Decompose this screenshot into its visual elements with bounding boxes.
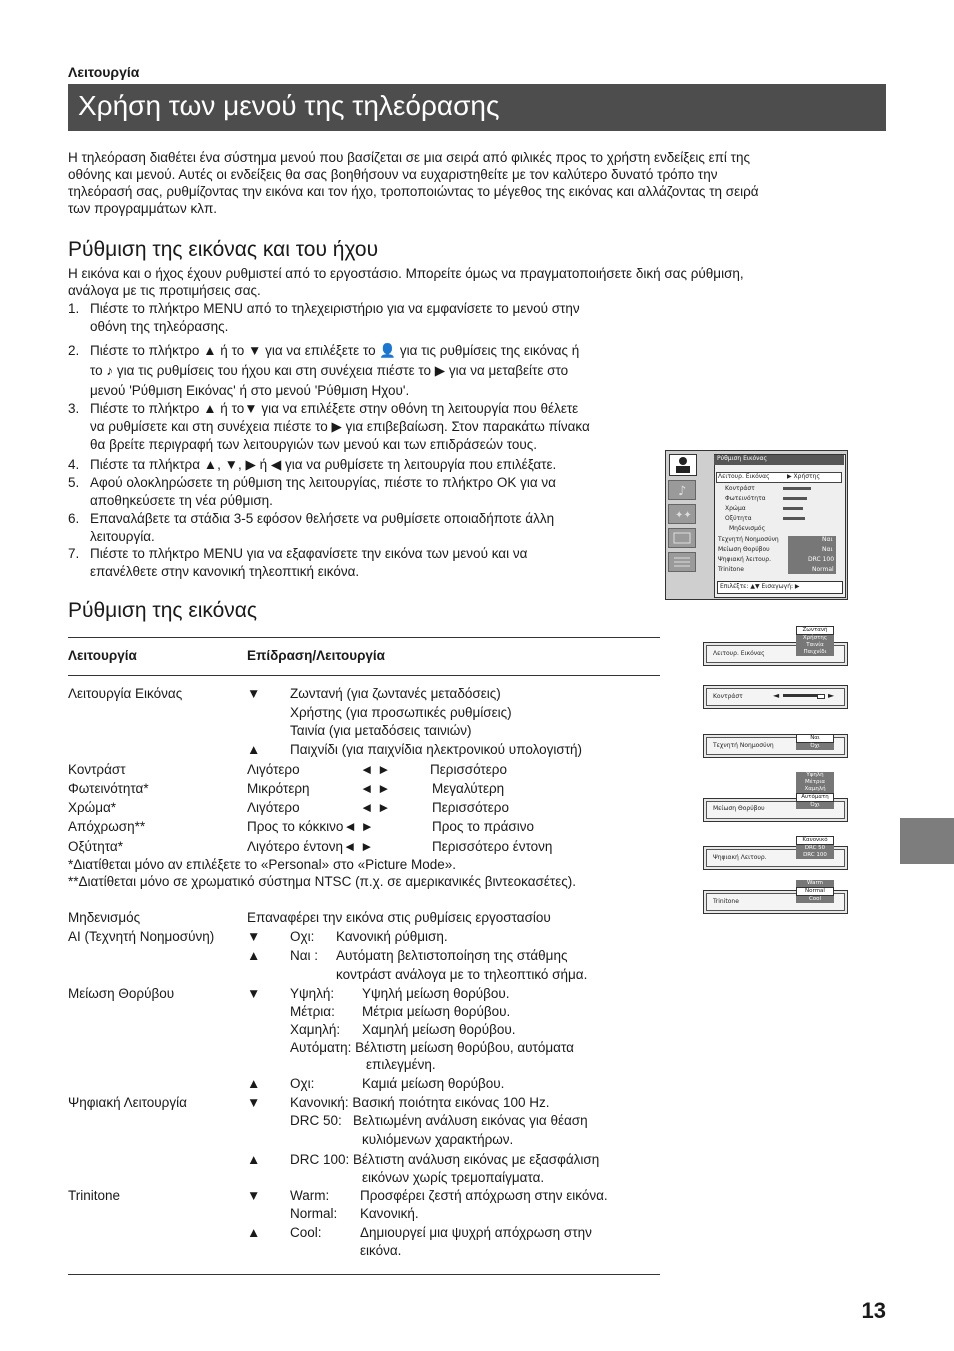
step-number: 4. <box>68 457 80 472</box>
step-line: Αφού ολοκληρώσετε τη ρύθμιση της λειτουργίας, πιέστε το πλήκτρο OK για να <box>90 475 556 490</box>
table-cell: Ζωντανή (για ζωντανές μεταδόσεις) <box>290 686 501 701</box>
osd-option: Παιχνίδι <box>803 649 827 655</box>
osd-noise-reduction <box>703 772 848 820</box>
up-arrow-icon: ▲ <box>247 1225 261 1240</box>
osd-label: Τεχνητή Νοημοσύνη <box>713 742 774 749</box>
left-right-arrows-icon: ◄ ► <box>360 762 391 777</box>
osd-mode-value: ▶ Χρήστης <box>787 473 820 480</box>
page-title: Χρήση των μενού της τηλεόρασης <box>78 90 500 121</box>
footnote: *Διατίθεται μόνο αν επιλέξετε το «Personal» στο «Picture Mode». <box>68 857 456 872</box>
table-cell: Αυτόματη: Βέλτιστη μείωση θορύβου, αυτόματα <box>290 1040 574 1055</box>
osd-value: Ναι <box>822 546 833 553</box>
step-line: αποθηκεύσετε τη νέα ρύθμιση. <box>90 493 273 508</box>
up-arrow-icon: ▲ <box>247 742 261 757</box>
osd-title: Ρύθμιση Εικόνας <box>714 455 844 465</box>
osd-option: Χαμηλή <box>804 786 826 792</box>
osd-item: Οξύτητα <box>725 515 752 522</box>
osd-option: Warm <box>807 880 823 886</box>
table-cell: Μείωση Θορύβου <box>68 986 175 1001</box>
osd-value: DRC 100 <box>808 556 835 563</box>
osd-item: Μηδενισμός <box>729 525 766 532</box>
list-icon <box>668 552 696 572</box>
step-number: 3. <box>68 401 80 416</box>
section1-intro-line: Η εικόνα και ο ήχος έχουν ρυθμιστεί από το εργοστάσιο. Μπορείτε όμως να πραγματοποιήσετε δική σας ρύθμιση, <box>68 266 744 281</box>
osd-item: Ψηφιακή λειτουρ. <box>718 556 772 563</box>
table-cell: Κοντράστ <box>68 762 126 777</box>
table-cell: Cool: <box>290 1225 322 1240</box>
left-arrow-icon: ◄ <box>773 691 780 700</box>
table-cell: Επαναφέρει την εικόνα στις ρυθμίσεις εργοστασίου <box>247 910 551 925</box>
table-cell: Λειτουργία Εικόνας <box>68 686 183 701</box>
table-cell: Κανονική. <box>360 1206 419 1221</box>
table-header-effect: Επίδραση/Λειτουργία <box>247 648 385 663</box>
intro-paragraph <box>68 149 898 217</box>
table-cell: Περισσότερο <box>432 800 509 815</box>
table-cell: Αυτόματη βελτιστοποίηση της στάθμης <box>336 948 568 963</box>
table-cell: Περισσότερο <box>430 762 507 777</box>
osd-option: Ταινία <box>806 642 824 648</box>
intro-line: οθόνης και μενού. Αυτές οι ενδείξεις θα σας βοηθήσουν να ευχαριστηθείτε με τον καλύτερο δυνατό τρόπο την <box>68 167 718 182</box>
osd-value: Ναι <box>822 536 833 543</box>
osd-value: Normal <box>812 566 834 573</box>
table-cell: κυλιόμενων χαρακτήρων. <box>362 1132 514 1147</box>
osd-option: Όχι <box>810 802 820 808</box>
table-cell: Προσφέρει ζεστή απόχρωση στην εικόνα. <box>360 1188 608 1203</box>
table-cell: Κανονική ρύθμιση. <box>336 929 448 944</box>
osd-item: Trinitone <box>718 566 744 573</box>
table-cell: Μηδενισμός <box>68 910 141 925</box>
left-right-arrows-icon: ◄ ► <box>360 781 391 796</box>
section-heading-picture: Ρύθμιση της εικόνας <box>68 599 258 622</box>
table-cell: Φωτεινότητα* <box>68 781 149 796</box>
table-cell: Ταινία (για μεταδόσεις ταινιών) <box>290 723 472 738</box>
table-cell: Οχι: <box>290 929 315 944</box>
intro-line: Η τηλεόραση διαθέτει ένα σύστημα μενού που βασίζεται σε μια σειρά από φιλικές προς το χρήστη ενδείξεις επί της <box>68 150 751 165</box>
table-cell: Χρήστης (για προσωπικές ρυθμίσεις) <box>290 705 512 720</box>
table-cell: AI (Τεχνητή Νοημοσύνη) <box>68 929 215 944</box>
down-arrow-icon: ▼ <box>247 1095 261 1110</box>
osd-item: Κοντράστ <box>725 485 755 492</box>
table-cell: Προς το πράσινο <box>432 819 534 834</box>
table-cell: Κανονική: Βασική ποιότητα εικόνας 100 Hz. <box>290 1095 550 1110</box>
page-title-bar <box>68 84 886 131</box>
table-cell: Χρώμα* <box>68 800 117 815</box>
osd-picture-menu <box>665 450 848 600</box>
step-line: Πιέστε το πλήκτρο MENU από το τηλεχειριστήριο για να εμφανίσετε το μενού στην <box>90 301 580 316</box>
intro-line: των προγραμμάτων κλπ. <box>68 201 218 216</box>
table-cell: Λιγότερο έντονη◄ ► <box>247 839 374 854</box>
step-line: Πιέστε το πλήκτρο ▲ ή το ▼ για να επιλέξετε το 👤 για τις ρυθμίσεις της εικόνας ή <box>90 343 580 358</box>
screen-icon <box>668 528 696 548</box>
right-arrow-icon: ► <box>828 691 835 700</box>
step-line: Πιέστε τα πλήκτρα ▲, ▼, ▶ ή ◀ για να ρυθμίσετε τη λειτουργία που επιλέξατε. <box>90 457 557 472</box>
step-number: 2. <box>68 343 80 358</box>
chapter-tab <box>900 818 954 864</box>
table-rule-top <box>68 637 660 638</box>
osd-option: Υψηλή <box>806 772 824 778</box>
step-line: λειτουργία. <box>90 529 155 544</box>
table-cell: Μέτρια μείωση θορύβου. <box>362 1004 511 1019</box>
step-line: το ♪ για τις ρυθμίσεις του ήχου και στη συνέχεια πιέστε το ▶ για να μεταβείτε στο <box>90 363 569 378</box>
svg-text:✦✦: ✦✦ <box>675 510 692 521</box>
down-arrow-icon: ▼ <box>247 686 261 701</box>
step-line: Επαναλάβετε τα στάδια 3-5 εφόσον θελήσετε να ρυθμίσετε οποιαδήποτε άλλη <box>90 511 555 526</box>
step-line: επανέλθετε στην κανονική τηλεοπτική εικόνα. <box>90 564 360 579</box>
setup-icon <box>668 504 696 524</box>
osd-option: Cool <box>808 896 822 902</box>
osd-mode-label: Λειτουρ. Εικόνας <box>718 473 770 480</box>
table-header-function: Λειτουργία <box>68 648 137 663</box>
table-cell: Οξύτητα* <box>68 839 123 854</box>
osd-item: Φωτεινότητα <box>725 495 766 502</box>
osd-trinitone <box>703 880 848 914</box>
down-arrow-icon: ▼ <box>247 986 261 1001</box>
table-cell: Οχι: <box>290 1076 315 1091</box>
step-number: 5. <box>68 475 80 490</box>
table-cell: Normal: <box>290 1206 338 1221</box>
table-cell: Ναι : <box>290 948 319 963</box>
table-cell: DRC 100: Βέλτιστη ανάλυση εικόνας με εξασφάλιση <box>290 1152 600 1167</box>
table-cell: Λιγότερο <box>247 800 300 815</box>
osd-option: Κανονικό <box>796 836 834 845</box>
table-cell: Μέτρια: <box>290 1004 335 1019</box>
osd-option: DRC 50 <box>804 845 826 851</box>
osd-picture-mode <box>703 626 848 666</box>
table-cell: Μεγαλύτερη <box>432 781 505 796</box>
intro-line: τηλεόρασή σας, ρυθμίζοντας την εικόνα και τον ήχο, τροποποιώντας το μέγεθος της εικόνας και αλλάζοντας τη σειρά <box>68 184 759 199</box>
osd-option: Normal <box>796 887 834 896</box>
osd-option: Όχι <box>810 743 820 749</box>
table-cell: Λιγότερο <box>247 762 300 777</box>
osd-item: Τεχνητή Νοημοσύνη <box>718 536 779 543</box>
osd-item: Χρώμα <box>725 505 746 512</box>
osd-option: Χρήστης <box>802 635 828 641</box>
table-cell: επιλεγμένη. <box>366 1057 436 1072</box>
table-cell: Μικρότερη <box>247 781 310 796</box>
osd-option: Μέτρια <box>804 779 825 785</box>
table-cell: Trinitone <box>68 1188 121 1203</box>
osd-option: Ναι <box>796 734 834 743</box>
step-line: Πιέστε το πλήκτρο ▲ ή το▼ για να επιλέξετε στην οθόνη τη λειτουργία που θέλετε <box>90 401 579 416</box>
down-arrow-icon: ▼ <box>247 1188 261 1203</box>
step-line: Πιέστε το πλήκτρο MENU για να εξαφανίσετε την εικόνα των μενού και να <box>90 546 528 561</box>
section-label: Λειτουργία <box>68 64 140 80</box>
table-cell: Καμιά μείωση θορύβου. <box>362 1076 505 1091</box>
svg-text:♪: ♪ <box>678 484 687 499</box>
osd-option: Ζωντανή <box>796 626 834 635</box>
step-line: οθόνη της τηλεόρασης. <box>90 319 229 334</box>
section-heading-picture-sound: Ρύθμιση της εικόνας και του ήχου <box>68 238 379 261</box>
step-number: 7. <box>68 546 80 561</box>
table-cell: Απόχρωση** <box>68 819 146 834</box>
left-right-arrows-icon: ◄ ► <box>360 800 391 815</box>
table-cell: κοντράστ ανάλογα με το τηλεοπτικό σήμα. <box>336 967 588 982</box>
step-line: θα βρείτε περιγραφή των λειτουργιών των μενού και των επιδράσεών τους. <box>90 437 538 452</box>
up-arrow-icon: ▲ <box>247 948 261 963</box>
table-cell: Δημιουργεί μια ψυχρή απόχρωση στην <box>360 1225 592 1240</box>
osd-label: Trinitone <box>713 898 739 905</box>
up-arrow-icon: ▲ <box>247 1152 261 1167</box>
table-cell: Προς το κόκκινο◄ ► <box>247 819 374 834</box>
section1-intro <box>68 265 898 299</box>
osd-option: Αυτόματη <box>796 793 834 802</box>
down-arrow-icon: ▼ <box>247 929 261 944</box>
osd-digital-mode <box>703 836 848 870</box>
table-rule-bottom <box>68 1274 660 1275</box>
table-rule-mid <box>68 675 660 676</box>
footnote: **Διατίθεται μόνο σε χρωματικό σύστημα NTSC (π.χ. σε αμερικανικές βιντεοκασέτες). <box>68 874 576 889</box>
step-1 <box>68 300 668 336</box>
step-line: να ρυθμίσετε και στη συνέχεια πιέστε το ▶ για επιβεβαίωση. Στον παρακάτω πίνακα <box>90 419 590 434</box>
table-cell: Περισσότερο έντονη <box>432 839 553 854</box>
table-cell: Υψηλή μείωση θορύβου. <box>362 986 510 1001</box>
osd-contrast <box>703 685 848 709</box>
table-cell: Χαμηλή μείωση θορύβου. <box>362 1022 516 1037</box>
osd-label: Μείωση Θορύβου <box>713 805 765 812</box>
up-arrow-icon: ▲ <box>247 1076 261 1091</box>
table-cell: Χαμηλή: <box>290 1022 341 1037</box>
step-number: 1. <box>68 301 80 316</box>
osd-label: Κοντράστ <box>713 693 743 700</box>
osd-item: Μείωση Θορύβου <box>718 546 770 553</box>
sound-icon <box>668 480 696 500</box>
osd-footer: Επιλέξτε: ▲▼ Εισαγωγή: ▶ <box>720 583 800 590</box>
osd-option: DRC 100 <box>803 852 827 858</box>
section1-intro-line: ανάλογα με τις προτιμήσεις σας. <box>68 283 261 298</box>
table-cell: εικόνων χωρίς τρεμοπαίγματα. <box>362 1170 545 1185</box>
table-cell: Warm: <box>290 1188 330 1203</box>
osd-label: Λειτουρ. Εικόνας <box>713 650 765 657</box>
page-number: 13 <box>861 1298 886 1323</box>
table-cell: εικόνα. <box>360 1243 402 1258</box>
table-cell: Παιχνίδι (για παιχνίδια ηλεκτρονικού υπολογιστή) <box>290 742 583 757</box>
osd-label: Ψηφιακή Λειτουρ. <box>713 854 767 861</box>
osd-ai <box>703 732 848 756</box>
table-cell: DRC 50: Βελτιωμένη ανάλυση εικόνας για θέαση <box>290 1113 588 1128</box>
picture-icon <box>669 454 697 476</box>
table-cell: Υψηλή: <box>290 986 335 1001</box>
table-cell: Ψηφιακή Λειτουργία <box>68 1095 187 1110</box>
step-number: 6. <box>68 511 80 526</box>
step-line: μενού 'Ρύθμιση Εικόνας' ή στο μενού 'Ρύθμιση Ηχου'. <box>90 383 410 398</box>
